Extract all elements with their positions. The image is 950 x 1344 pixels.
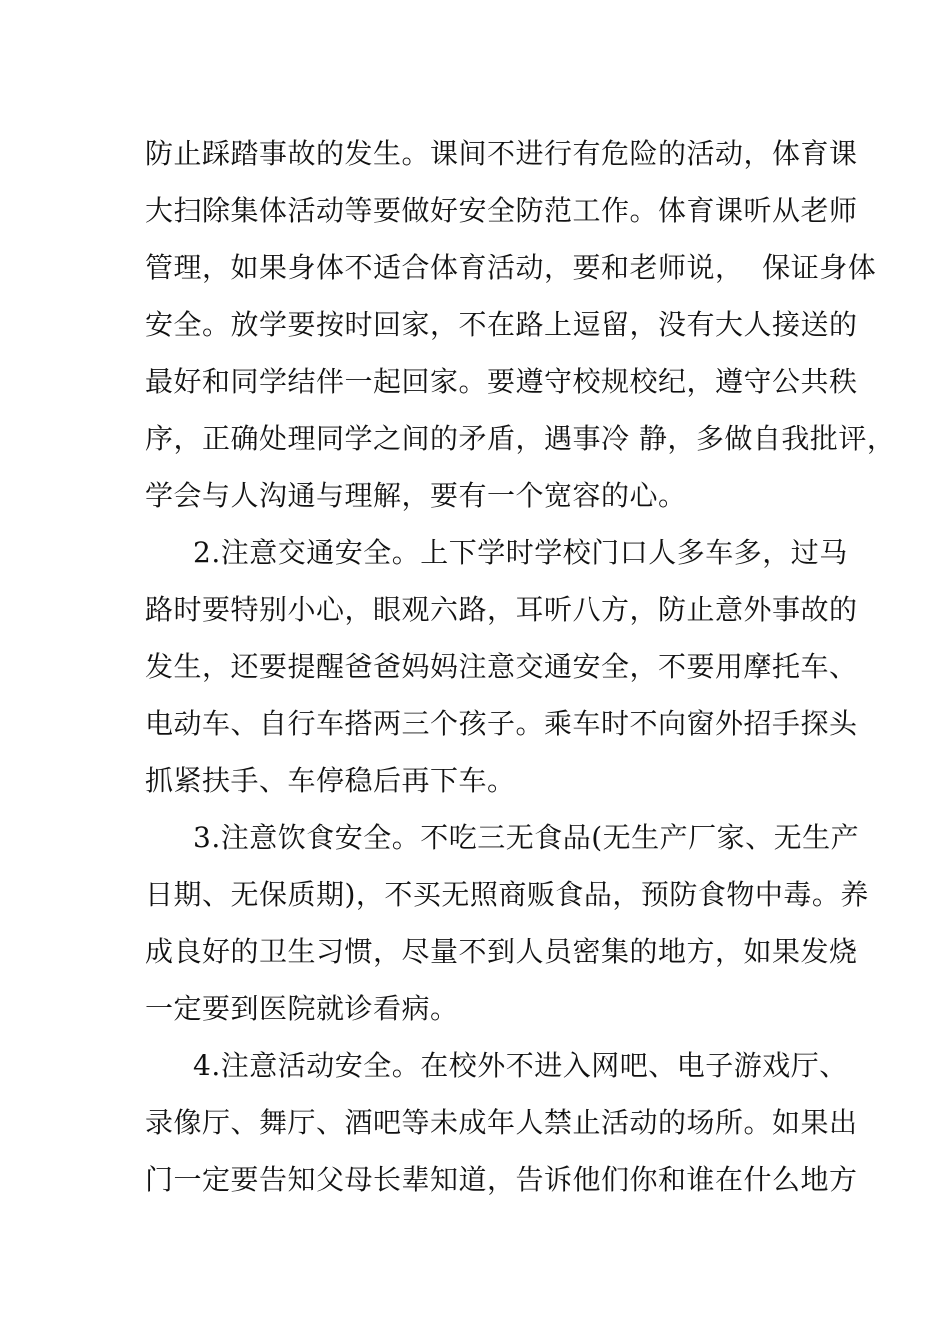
text-line: 防止踩踏事故的发生。课间不进行有危险的活动，体育课 bbox=[145, 137, 858, 170]
text-line: 路时要特别小心，眼观六路，耳听八方，防止意外事故的 bbox=[145, 593, 858, 626]
text-line: 成良好的卫生习惯，尽量不到人员密集的地方，如果发烧 bbox=[145, 935, 858, 968]
text-line: 日期、无保质期)，不买无照商贩食品，预防食物中毒。养 bbox=[145, 878, 869, 911]
paragraph-4-start: 4.注意活动安全。在校外不进入网吧、电子游戏厅、 bbox=[193, 1049, 848, 1082]
text-line: 抓紧扶手、车停稳后再下车。 bbox=[145, 764, 516, 797]
text-line: 大扫除集体活动等要做好安全防范工作。体育课听从老师 bbox=[145, 194, 858, 227]
text-line: 录像厅、舞厅、酒吧等未成年人禁止活动的场所。如果出 bbox=[145, 1106, 858, 1139]
text-line: 学会与人沟通与理解，要有一个宽容的心。 bbox=[145, 479, 687, 512]
text-line: 发生，还要提醒爸爸妈妈注意交通安全，不要用摩托车、 bbox=[145, 650, 858, 683]
paragraph-2-start: 2.注意交通安全。上下学时学校门口人多车多，过马 bbox=[193, 536, 848, 569]
text-line: 安全。放学要按时回家，不在路上逗留，没有大人接送的 bbox=[145, 308, 858, 341]
text-line: 电动车、自行车搭两三个孩子。乘车时不向窗外招手探头 bbox=[145, 707, 858, 740]
paragraph-3-start: 3.注意饮食安全。不吃三无食品(无生产厂家、无生产 bbox=[193, 821, 860, 854]
text-line: 一定要到医院就诊看病。 bbox=[145, 992, 459, 1025]
text-line: 最好和同学结伴一起回家。要遵守校规校纪，遵守公共秩 bbox=[145, 365, 858, 398]
text-line: 序，正确处理同学之间的矛盾，遇事冷 静，多做自我批评， bbox=[145, 422, 896, 455]
text-line: 门一定要告知父母长辈知道，告诉他们你和谁在什么地方 bbox=[145, 1163, 858, 1196]
text-line: 管理，如果身体不适合体育活动，要和老师说， 保证身体 bbox=[145, 251, 877, 284]
